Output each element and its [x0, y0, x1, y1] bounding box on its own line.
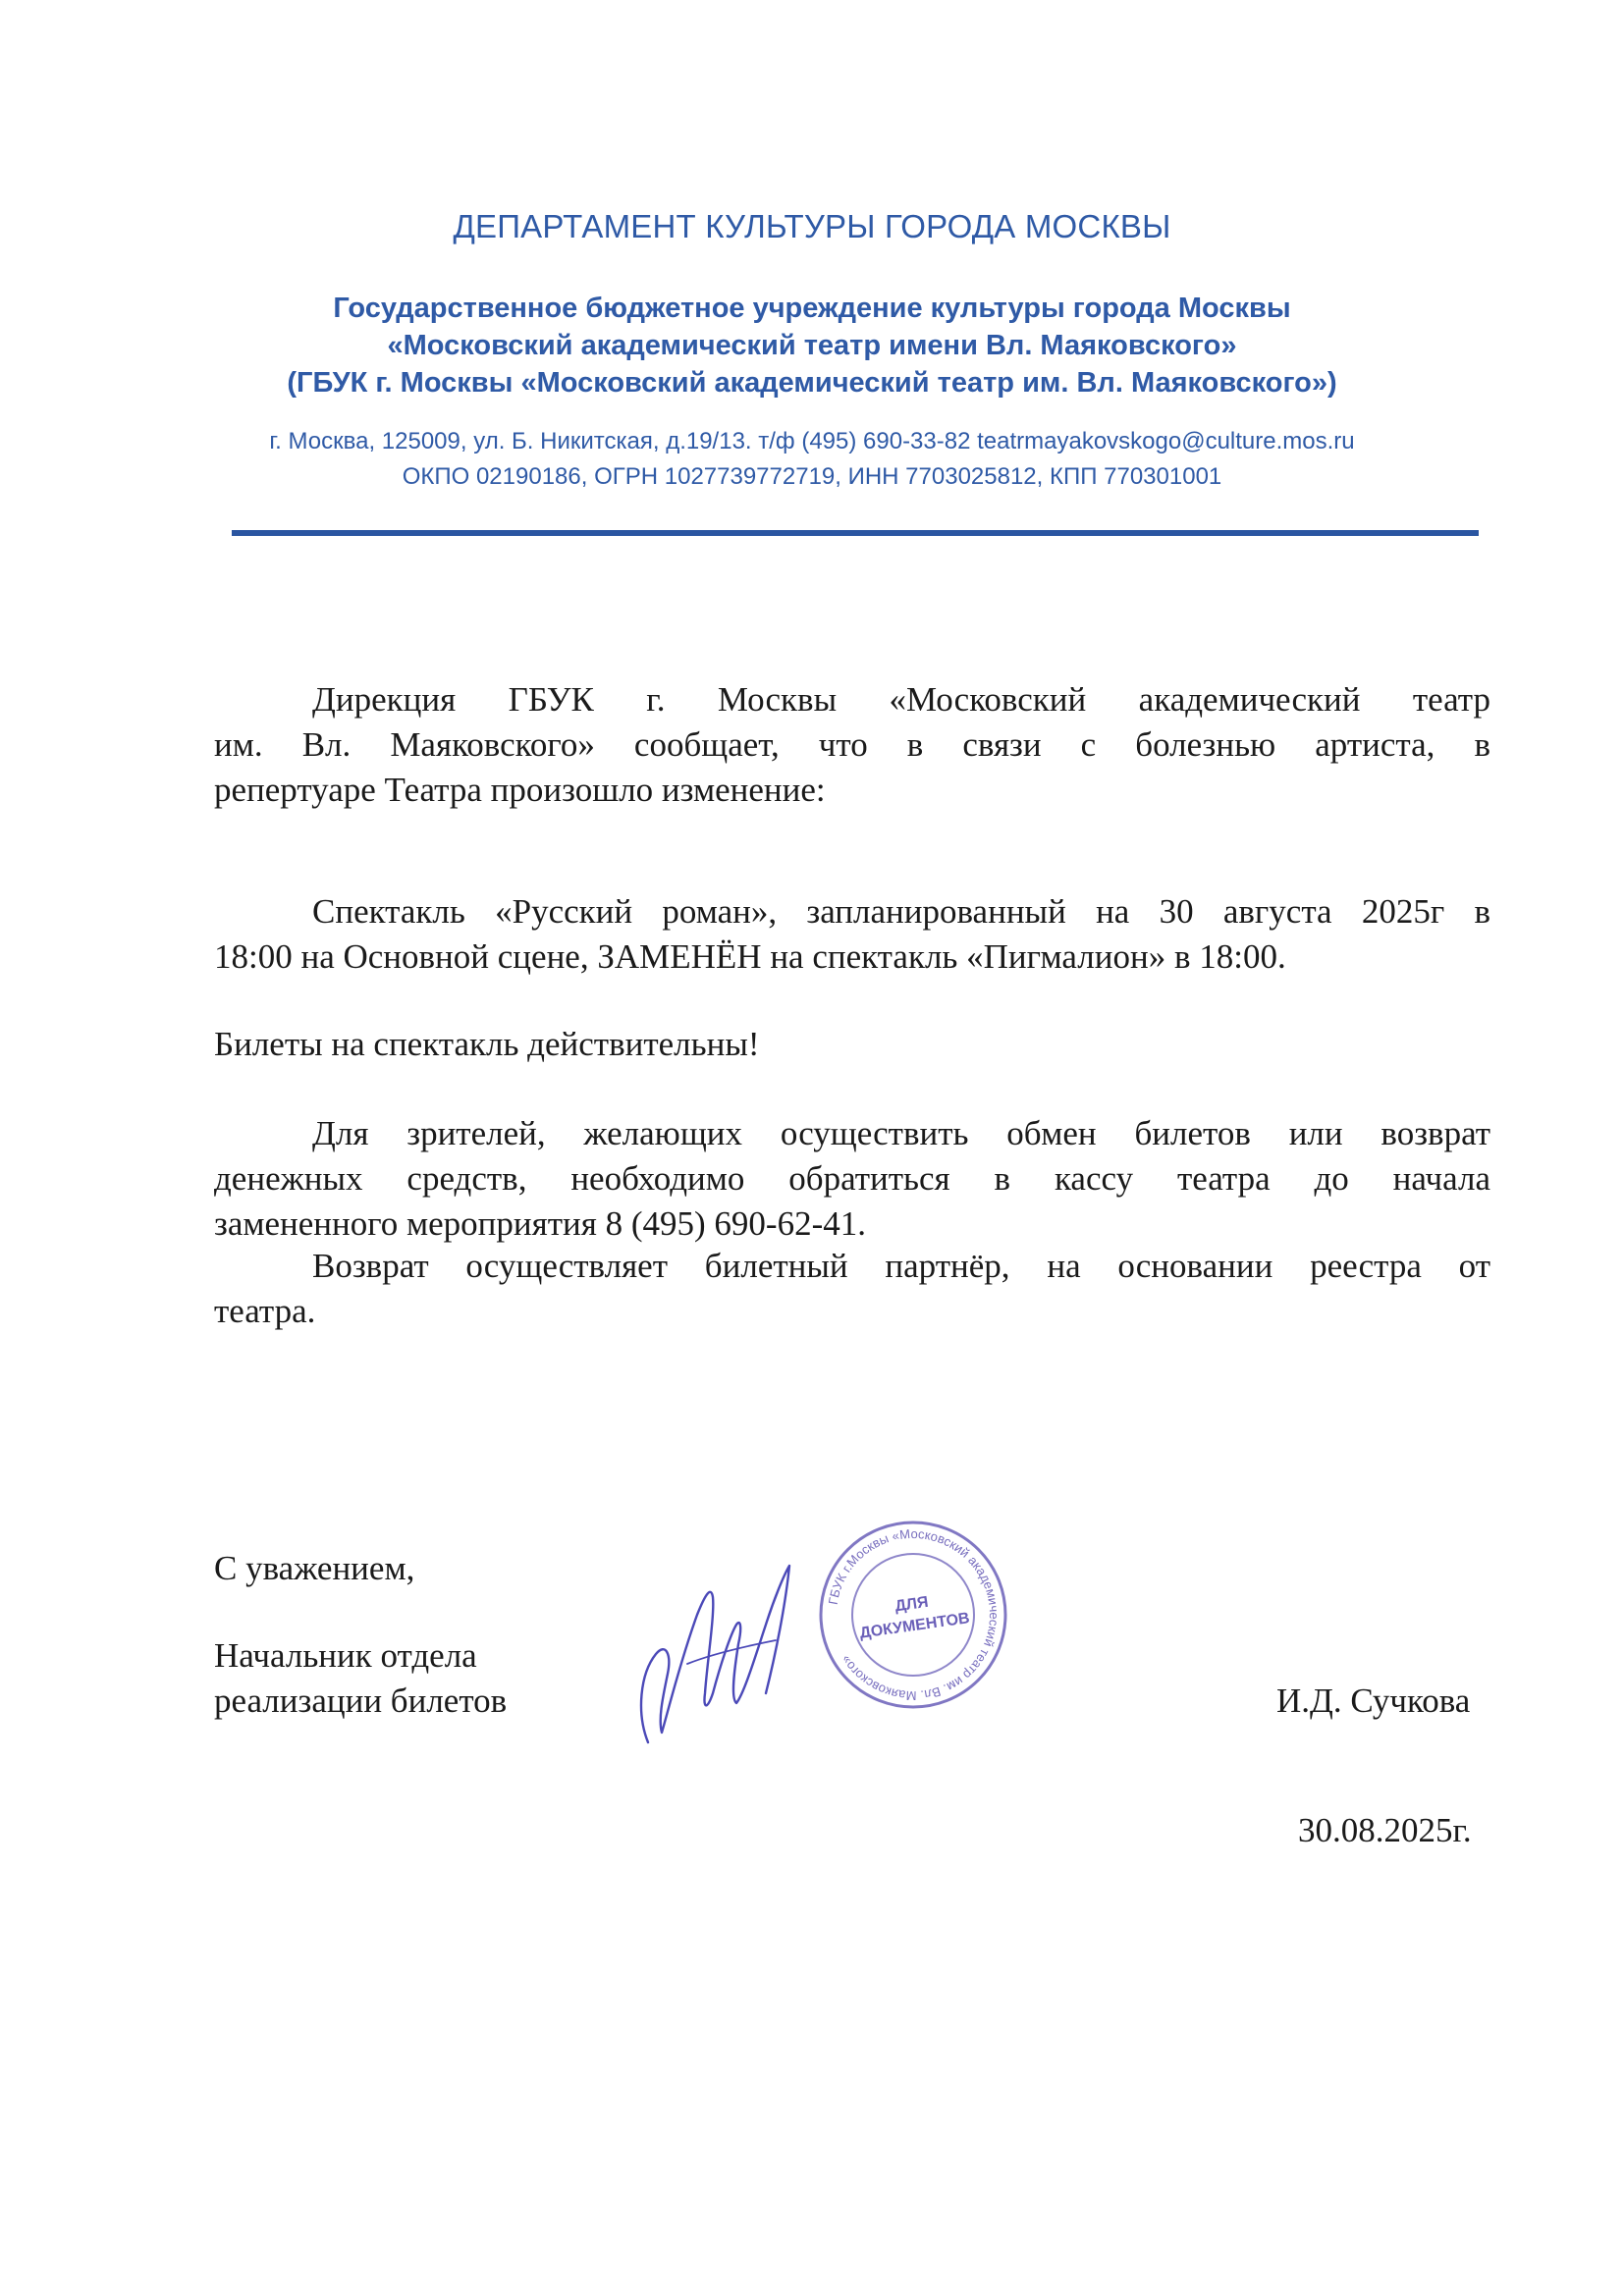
paragraph-line: замененного мероприятия 8 (495) 690-62-41. [214, 1204, 866, 1243]
handwritten-signature [628, 1546, 815, 1762]
official-stamp [815, 1517, 1011, 1713]
paragraph-line: театра. [214, 1292, 316, 1330]
paragraph-line: им. Вл. Маяковского» сообщает, что в связи с болезнью артиста, в [214, 725, 1490, 764]
org-name-line1: Государственное бюджетное учреждение культуры города Москвы [333, 293, 1291, 324]
paragraph-line: Для зрителей, желающих осуществить обмен билетов или возврат [312, 1114, 1490, 1152]
paragraph-line: репертуаре Театра произошло изменение: [214, 771, 826, 809]
paragraph-line: Спектакль «Русский роман», запланированный на 30 августа 2025г в [312, 892, 1490, 931]
paragraph-refund-info [214, 1111, 1490, 1247]
stamp-ring-text: ГБУК г.Москвы «Московский академический театр им. Вл. Маяковского» [825, 1525, 1002, 1704]
letter-date: 30.08.2025г. [1298, 1811, 1472, 1849]
paragraph-line: 18:00 на Основной сцене, ЗАМЕНЁН на спектакль «Пигмалион» в 18:00. [214, 937, 1286, 976]
paragraph-line: Дирекция ГБУК г. Москвы «Московский академический театр [312, 680, 1490, 719]
signer-position-line2: реализации билетов [214, 1682, 508, 1720]
org-address: г. Москва, 125009, ул. Б. Никитская, д.19/13. т/ф (495) 690-33-82 teatrmayakovskogo@culture.mos.ru [269, 428, 1355, 454]
org-name-line3: (ГБУК г. Москвы «Московский академический театр им. Вл. Маяковского») [287, 367, 1337, 399]
stamp-center-line1: ДЛЯ [893, 1593, 930, 1616]
signer-name: И.Д. Сучкова [1276, 1682, 1471, 1720]
paragraph-tickets-valid: Билеты на спектакль действительны! [214, 1025, 760, 1063]
org-name-line2: «Московский академический театр имени Вл. Маяковского» [387, 330, 1237, 361]
paragraph-replacement [214, 889, 1490, 980]
stamp-center-line2: ДОКУМЕНТОВ [858, 1610, 971, 1642]
org-registration-codes: ОКПО 02190186, ОГРН 1027739772719, ИНН 7703025812, КПП 770301001 [402, 463, 1222, 490]
department-name: ДЕПАРТАМЕНТ КУЛЬТУРЫ ГОРОДА МОСКВЫ [453, 208, 1171, 244]
signer-position-line1: Начальник отдела [214, 1636, 477, 1675]
paragraph-line: денежных средств, необходимо обратиться в кассу театра до начала [214, 1159, 1490, 1198]
paragraph-announcement [214, 677, 1490, 813]
paragraph-line: Возврат осуществляет билетный партнёр, на основании реестра от [312, 1247, 1490, 1285]
closing-regards: С уважением, [214, 1549, 415, 1587]
paragraph-refund-partner [214, 1244, 1490, 1334]
letterhead-divider [232, 530, 1479, 536]
